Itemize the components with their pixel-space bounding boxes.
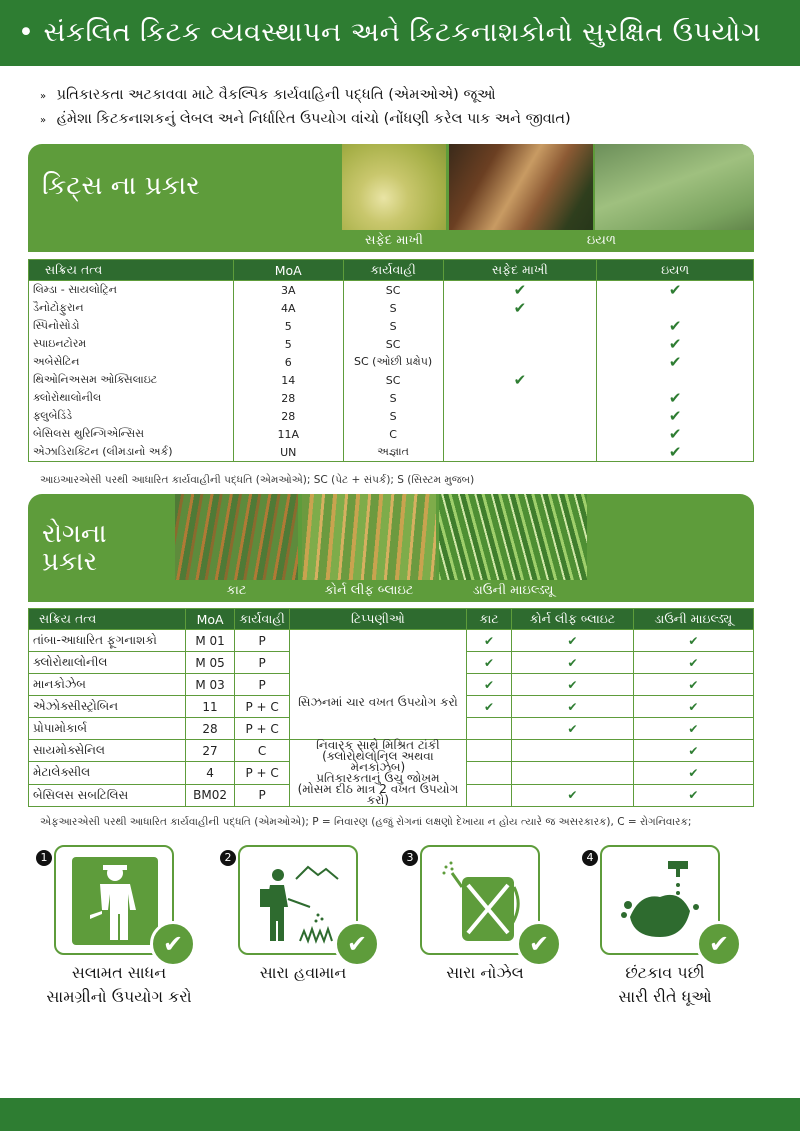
moa-cell: M 05	[185, 652, 235, 674]
moa-cell: 4	[185, 762, 235, 784]
worm-check-cell: ✔	[597, 389, 754, 407]
whitefly-check-cell	[443, 443, 597, 462]
note-text: પ્રતિકારકતાનું ઉંચુ જોખમ	[316, 771, 440, 785]
worm-check-cell: ✔	[597, 407, 754, 425]
mildew-check-cell: ✔	[633, 652, 753, 674]
table-row	[29, 389, 754, 407]
table-row	[29, 407, 754, 425]
moa-cell: 28	[185, 718, 235, 740]
pesticide-name: સ્પાઇનટોરમ	[29, 335, 234, 353]
mildew-check-cell: ✔	[633, 784, 753, 806]
whitefly-check-cell	[443, 317, 597, 335]
fungicide-name: તાંબા-આધારિત ફૂગનાશકો	[29, 630, 186, 652]
blight-photo	[302, 494, 436, 602]
table-row	[29, 425, 754, 443]
blight-check-cell: ✔	[512, 652, 634, 674]
note-text: સિઝનમાં ચાર વખત ઉપયોગ કરો	[298, 695, 458, 709]
guidance-bullets	[40, 84, 780, 132]
blight-check-cell	[512, 762, 634, 784]
moa-cell: 11A	[233, 425, 343, 443]
table-row	[29, 353, 754, 371]
table-row	[29, 317, 754, 335]
safety-label: સારા નોઝેલ	[446, 963, 524, 982]
check-icon: ✔	[696, 921, 742, 967]
rust-check-cell	[467, 718, 512, 740]
mildew-check-cell: ✔	[633, 674, 753, 696]
mildew-check-cell: ✔	[633, 630, 753, 652]
action-cell: C	[343, 425, 443, 443]
worm-photo	[449, 144, 754, 252]
whitefly-check-cell	[443, 335, 597, 353]
worm-check-cell: ✔	[597, 353, 754, 371]
pests-section-title: કિટ્સ ના પ્રકાર	[42, 171, 200, 201]
action-cell: SC	[343, 371, 443, 389]
blight-check-cell: ✔	[512, 696, 634, 718]
bottom-bar	[0, 1098, 800, 1131]
mildew-check-cell: ✔	[633, 740, 753, 762]
photo-caption: ડાઉની માઇલ્ડ્યૂ	[439, 580, 587, 602]
pesticide-name: અબેસેટિન	[29, 353, 234, 371]
blight-check-cell: ✔	[512, 674, 634, 696]
mildew-check-cell: ✔	[633, 762, 753, 784]
table-row	[29, 299, 754, 317]
column-header: કાટ	[467, 609, 512, 630]
column-header: સક્રિય તત્વ	[29, 260, 234, 281]
moa-cell: 28	[233, 389, 343, 407]
worm-check-cell: ✔	[597, 335, 754, 353]
pesticide-name: થિઓનિઅસમ ઓક્સિલાઇટ	[29, 371, 234, 389]
photo-caption: ઇયળ	[449, 230, 754, 252]
bullet-marker: »	[40, 115, 47, 126]
action-cell: C	[235, 740, 289, 762]
blight-check-cell: ✔	[512, 784, 634, 806]
action-cell: SC (ઓછી પ્રક્ષેપ)	[343, 353, 443, 371]
action-cell: S	[343, 407, 443, 425]
action-cell: P + C	[235, 696, 289, 718]
mildew-check-cell: ✔	[633, 696, 753, 718]
good-weather-icon	[256, 857, 342, 945]
rust-check-cell	[467, 784, 512, 806]
hand-wash-icon	[618, 857, 704, 945]
note-text: નિવારક સાથે મિશ્રિત ટાંકી	[316, 738, 440, 752]
photo-caption: કોર્ન લીફ બ્લાઇટ	[302, 580, 436, 602]
step-number: 2	[220, 850, 236, 866]
fungicide-name: સાયમોક્સેનિલ	[29, 740, 186, 762]
blight-check-cell: ✔	[512, 718, 634, 740]
nozzle-icon	[438, 857, 524, 945]
table-header-row	[29, 260, 754, 281]
moa-cell: M 03	[185, 674, 235, 696]
action-cell: P + C	[235, 718, 289, 740]
check-icon: ✔	[150, 921, 196, 967]
column-header: સફેદ માખી	[443, 260, 597, 281]
moa-cell: 14	[233, 371, 343, 389]
whitefly-photo	[342, 144, 446, 252]
worm-check-cell: ✔	[597, 281, 754, 300]
whitefly-check-cell	[443, 407, 597, 425]
safety-label: સારા હવામાન	[259, 963, 347, 982]
table-row	[29, 371, 754, 389]
table-row	[29, 443, 754, 462]
table-row	[29, 630, 754, 652]
fungicide-name: એઝોક્સીસ્ટ્રોબિન	[29, 696, 186, 718]
note-text: (ક્લોરોથેલોનિલ અથવા મેનકોઝેબ)	[322, 749, 434, 774]
table-row	[29, 335, 754, 353]
column-header: ઇયળ	[597, 260, 754, 281]
whitefly-check-cell: ✔	[443, 281, 597, 300]
moa-cell: 4A	[233, 299, 343, 317]
rust-check-cell: ✔	[467, 696, 512, 718]
pests-footnote: આઇઆરએસી પરથી આધારિત કાર્યવાહીની પદ્ધતિ (એમઓએ); SC (પેટ + સંપર્ક); S (સિસ્ટમ મુજબ)	[40, 474, 475, 486]
pesticide-name: ડૈનોટોફુરાન	[29, 299, 234, 317]
pesticide-name: બેસિલસ થુરિન્ગિએન્સિસ	[29, 425, 234, 443]
rust-check-cell	[467, 762, 512, 784]
table-header-row	[29, 609, 754, 630]
action-cell: P + C	[235, 762, 289, 784]
column-header: કાર્યવાહી	[343, 260, 443, 281]
action-cell: P	[235, 652, 289, 674]
safety-label: છંટકાવ પછી સારી રીતે ધૂઓ	[618, 963, 712, 1006]
pests-section-header	[28, 144, 754, 252]
action-cell: P	[235, 630, 289, 652]
table-row	[29, 281, 754, 300]
blight-check-cell	[512, 740, 634, 762]
fungicide-name: માનકોઝેબ	[29, 674, 186, 696]
action-cell: અજ્ઞાત	[343, 443, 443, 462]
moa-cell: 3A	[233, 281, 343, 300]
mildew-photo	[439, 494, 587, 602]
table-row	[29, 740, 754, 762]
mildew-check-cell: ✔	[633, 718, 753, 740]
moa-cell: M 01	[185, 630, 235, 652]
action-cell: P	[235, 674, 289, 696]
moa-cell: 28	[233, 407, 343, 425]
fungicide-name: મેટાલેક્સીલ	[29, 762, 186, 784]
pests-table	[28, 259, 754, 462]
column-header: ટિપ્પણીઓ	[289, 609, 466, 630]
check-icon: ✔	[516, 921, 562, 967]
action-cell: SC	[343, 335, 443, 353]
column-header: MoA	[185, 609, 235, 630]
notes-cell	[289, 740, 466, 807]
fungicide-name: ક્લોરોથાલોનીલ	[29, 652, 186, 674]
whitefly-check-cell	[443, 353, 597, 371]
whitefly-check-cell: ✔	[443, 371, 597, 389]
notes-cell	[289, 630, 466, 740]
diseases-section-header	[28, 494, 754, 602]
worm-check-cell: ✔	[597, 425, 754, 443]
safety-label: સલામત સાધન સામગ્રીનો ઉપયોગ કરો	[46, 963, 192, 1006]
pesticide-name: લિમ્ડા - સાયલોટ્રિન	[29, 281, 234, 300]
column-header: ડાઉની માઇલ્ડ્યૂ	[633, 609, 753, 630]
bullet-line: » હંમેશા કિટકનાશકનું લેબલ અને નિર્ધારિત ઉપયોગ વાંચો (નોંધણી કરેલ પાક અને જીવાત)	[40, 108, 780, 132]
step-number: 3	[402, 850, 418, 866]
pesticide-name: એઝાડિરાક્ટિન (લીમડાનો અર્ક)	[29, 443, 234, 462]
worm-check-cell: ✔	[597, 317, 754, 335]
whitefly-check-cell: ✔	[443, 299, 597, 317]
rust-check-cell	[467, 740, 512, 762]
pesticide-name: ક્લોરોથાલોનીલ	[29, 389, 234, 407]
rust-photo	[175, 494, 298, 602]
note-text: (મોસમ દીઠ માત્ર 2 વખત ઉપયોગ કરો)	[297, 782, 459, 807]
fungicide-name: બેસિલસ સબટિલિસ	[29, 784, 186, 806]
action-cell: S	[343, 299, 443, 317]
photo-caption: સફેદ માખી	[342, 230, 446, 252]
whitefly-check-cell	[443, 389, 597, 407]
diseases-footnote: એફઆરએસી પરથી આધારિત કાર્યવાહીની પદ્ધતિ (એમઓએ); P = નિવારણ (હજું રોગનાં લક્ષણો દેખાયા ન હોય ત્યારે જ અસરકારક), C = રોગનિવારક;	[40, 816, 692, 828]
moa-cell: 5	[233, 335, 343, 353]
diseases-section-title: રોગના પ્રકાર	[42, 519, 107, 577]
step-number: 4	[582, 850, 598, 866]
worm-check-cell: ✔	[597, 443, 754, 462]
moa-cell: 6	[233, 353, 343, 371]
rust-check-cell: ✔	[467, 674, 512, 696]
page-title: • સંકલિત કિટક વ્યવસ્થાપન અને કિટકનાશકોનો સુરક્ષિત ઉપયોગ	[18, 17, 762, 48]
column-header: સક્રિય તત્વ	[29, 609, 186, 630]
diseases-table	[28, 608, 754, 807]
action-cell: S	[343, 389, 443, 407]
pesticide-name: ફ્લુબેડિંડે	[29, 407, 234, 425]
worm-check-cell	[597, 299, 754, 317]
moa-cell: 5	[233, 317, 343, 335]
bullet-marker: »	[40, 91, 47, 102]
rust-check-cell: ✔	[467, 652, 512, 674]
moa-cell: BM02	[185, 784, 235, 806]
whitefly-check-cell	[443, 425, 597, 443]
title-bar	[0, 0, 800, 66]
moa-cell: 27	[185, 740, 235, 762]
fungicide-name: પ્રોપામોકાર્બ	[29, 718, 186, 740]
step-number: 1	[36, 850, 52, 866]
check-icon: ✔	[334, 921, 380, 967]
column-header: કાર્યવાહી	[235, 609, 289, 630]
protective-gear-icon	[72, 857, 158, 945]
bullet-line: » પ્રતિકારકતા અટકાવવા માટે વૈકલ્પિક કાર્યવાહિની પદ્ધતિ (એમઓએ) જૂઓ	[40, 84, 780, 108]
action-cell: S	[343, 317, 443, 335]
pesticide-name: સ્પિનોસોડો	[29, 317, 234, 335]
action-cell: P	[235, 784, 289, 806]
column-header: કોર્ન લીફ બ્લાઇટ	[512, 609, 634, 630]
action-cell: SC	[343, 281, 443, 300]
photo-caption: કાટ	[175, 580, 298, 602]
rust-check-cell: ✔	[467, 630, 512, 652]
moa-cell: UN	[233, 443, 343, 462]
blight-check-cell: ✔	[512, 630, 634, 652]
moa-cell: 11	[185, 696, 235, 718]
worm-check-cell	[597, 371, 754, 389]
column-header: MoA	[233, 260, 343, 281]
